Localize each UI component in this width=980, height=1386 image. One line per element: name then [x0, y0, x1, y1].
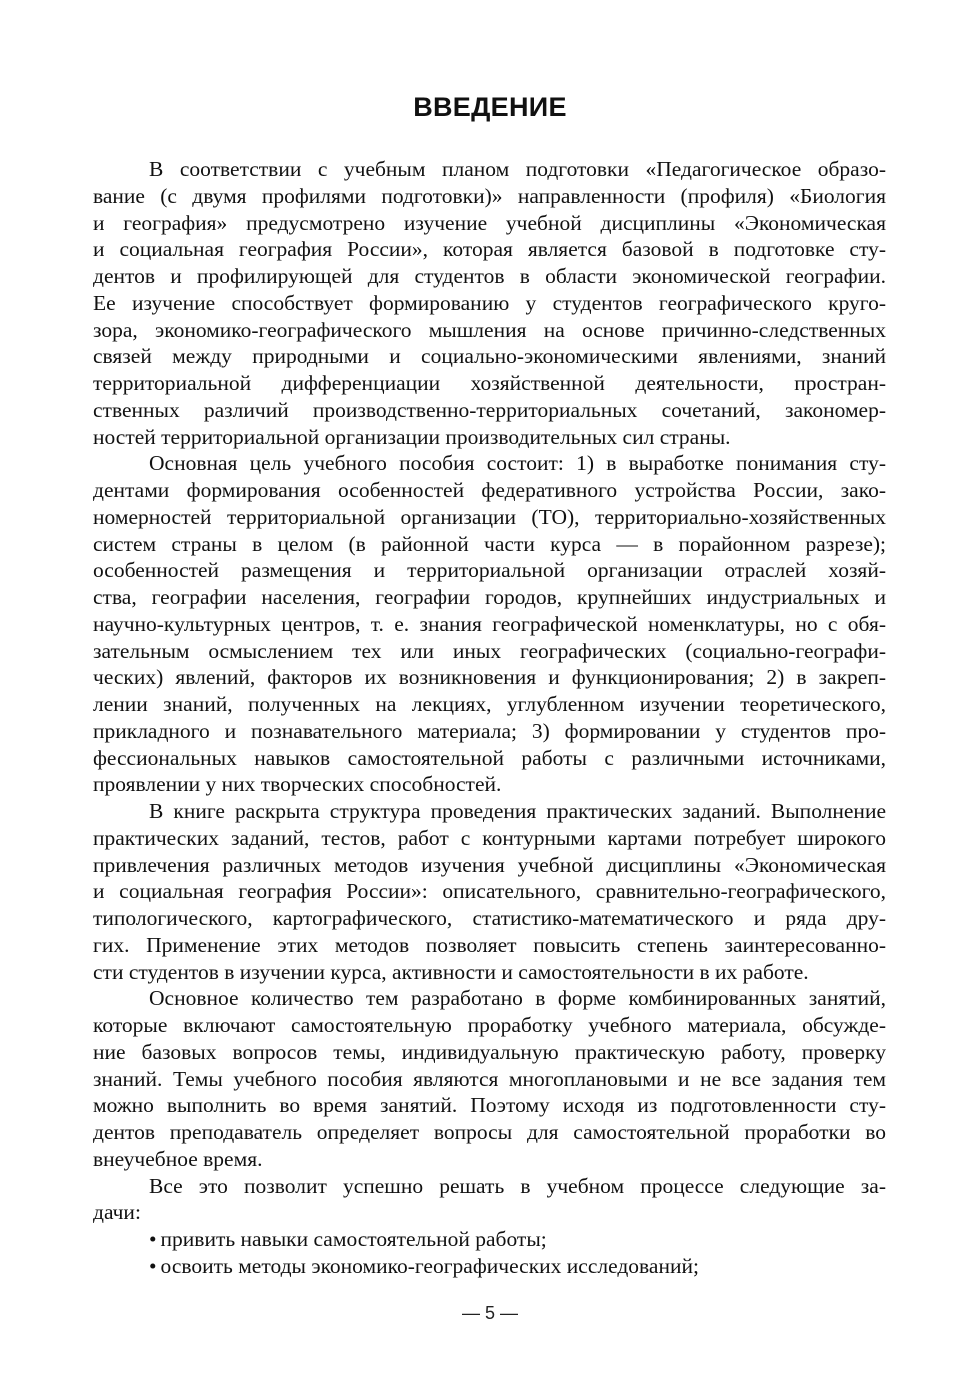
- paragraph-2: [93, 450, 886, 798]
- body-text: [93, 156, 886, 1280]
- text-line: Все это позволит успешно решать в учебном процессе следующие за-: [149, 1173, 886, 1198]
- list-item: [93, 1226, 886, 1253]
- text-line: лении знаний, полученных на лекциях, углубленном изучении теоретического,: [93, 692, 886, 716]
- text-line: связей между природными и социально-экономическими явлениями, знаний: [93, 344, 886, 369]
- text-line: Основное количество тем разработано в форме комбинированных занятий,: [149, 986, 886, 1011]
- text-line: Основная цель учебного пособия состоит: 1) в выработке понимания сту-: [149, 451, 886, 476]
- text-line: и социальная география России»: описательного, сравнительно-географического,: [93, 879, 886, 904]
- bullet-icon: •: [149, 1227, 157, 1251]
- page-title: ВВЕДЕНИЕ: [413, 92, 567, 122]
- text-line: типологического, картографического, статистико-математического и ряда дру-: [93, 906, 886, 930]
- text-line: внеучебное время.: [93, 1146, 263, 1171]
- text-line: фессиональных навыков самостоятельной работы с различными источниками,: [93, 745, 886, 770]
- list-item: [93, 1253, 886, 1280]
- paragraph-4: [93, 985, 886, 1172]
- text-line: ние базовых вопросов темы, индивидуальную практическую работу, проверку: [93, 1039, 886, 1064]
- text-line: номерностей территориальной организации (ТО), территориально-хозяйственных: [93, 504, 886, 529]
- text-line: особенностей размещения и территориальной организации отраслей хозяй-: [93, 558, 886, 583]
- text-line: проявлении у них творческих способностей.: [93, 772, 502, 797]
- text-line: дентов и профилирующей для студентов в области экономической географии.: [93, 264, 886, 288]
- text-line: зательным осмыслением тех или иных географических (социально-географи-: [93, 638, 886, 663]
- paragraph-3: [93, 798, 886, 985]
- list-item-text: привить навыки самостоятельной работы;: [160, 1227, 547, 1251]
- text-line: сти студентов в изучении курса, активности и самостоятельности в их работе.: [93, 959, 809, 984]
- text-line: дентами формирования особенностей федеративного устройства России, зако-: [93, 478, 886, 502]
- text-line: систем страны в целом (в районной части курса — в порайонном разрезе);: [93, 531, 886, 556]
- bullet-list: [93, 1226, 886, 1280]
- text-line: ностей территориальной организации производительных сил страны.: [93, 424, 731, 449]
- paragraph-1: [93, 156, 886, 450]
- text-line: территориальной дифференциации хозяйственной деятельности, простран-: [93, 371, 886, 395]
- text-line: В соответствии с учебным планом подготовки «Педагогическое образо-: [149, 157, 886, 181]
- text-line: знаний. Темы учебного пособия являются многоплановыми и не все задания тем: [93, 1066, 886, 1091]
- text-line: практических заданий, тестов, работ с контурными картами потребует широкого: [93, 825, 886, 850]
- page-number: — 5 —: [461, 1303, 518, 1323]
- text-line: научно-культурных центров, т. е. знания географической номенклатуры, но с обя-: [93, 611, 886, 636]
- text-line: гих. Применение этих методов позволяет повысить степень заинтересованно-: [93, 932, 886, 957]
- bullet-icon: •: [149, 1253, 157, 1278]
- text-line: можно выполнить во время занятий. Поэтому исходя из подготовленности сту-: [93, 1093, 886, 1118]
- text-line: зора, экономико-географического мышления на основе причинно-следственных: [93, 317, 886, 342]
- text-line: дентов преподаватель определяет вопросы для самостоятельной проработки во: [93, 1120, 886, 1144]
- text-line: вание (с двумя профилями подготовки)» направленности (профиля) «Биология: [93, 183, 886, 208]
- text-line: привлечения различных методов изучения учебной дисциплины «Экономическая: [93, 852, 886, 877]
- text-line: которые включают самостоятельную проработку учебного материала, обсужде-: [93, 1013, 886, 1037]
- text-line: Ее изучение способствует формированию у студентов географического круго-: [93, 290, 886, 315]
- paragraph-5: [93, 1173, 886, 1227]
- text-line: В книге раскрыта структура проведения практических заданий. Выполнение: [149, 799, 886, 823]
- text-line: и география» предусмотрено изучение учебной дисциплины «Экономическая: [93, 210, 886, 235]
- text-line: и социальная география России», которая является базовой в подготовке сту-: [93, 237, 886, 262]
- list-item-text: освоить методы экономико-географических исследований;: [160, 1253, 699, 1278]
- text-line: ства, географии населения, географии городов, крупнейших индустриальных и: [93, 585, 886, 609]
- text-line: прикладного и познавательного материала; 3) формировании у студентов про-: [93, 718, 886, 743]
- text-line: ственных различий производственно-территориальных сочетаний, закономер-: [93, 397, 886, 422]
- text-line: дачи:: [93, 1200, 141, 1225]
- text-line: ческих) явлений, факторов их возникновения и функционирования; 2) в закреп-: [93, 665, 886, 690]
